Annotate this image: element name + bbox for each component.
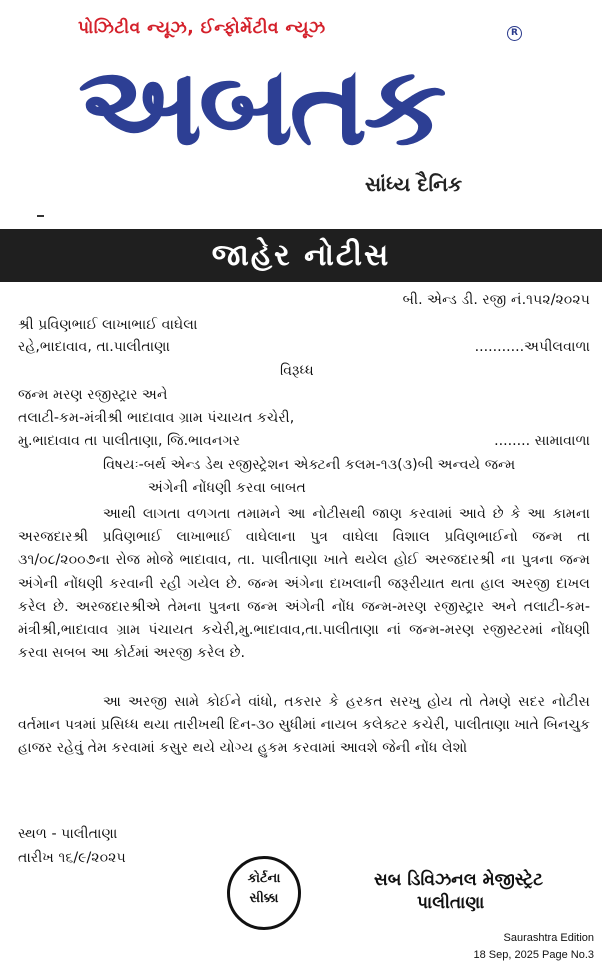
versus-label: વિરૂધ્ધ — [280, 363, 314, 379]
court-seal — [227, 856, 301, 930]
masthead-brand: અબતક — [78, 42, 443, 170]
divider-mark — [37, 215, 44, 217]
footer-date-page: 18 Sep, 2025 Page No.3 — [473, 949, 594, 961]
footer-edition: Saurashtra Edition — [503, 932, 594, 944]
body-paragraph-2: આ અરજી સામે કોઈને વાંધો, તકરાર કે હરકત સરખુ હોય તો તેમણે સદર નોટીસ વર્તમાન પત્રમાં પ્રસિધ્ધ થયા તારીખથી દિન-૩૦ સુધીમાં નાયબ કલેક્ટર કચેરી, પાલીતાણા ખાતે બિનચુક હાજર રહેવું તેમ કરવામાં કસુર થયે યોગ્ય હુકમ કરવામાં આવશે જેની નોંધ લેશો — [18, 694, 590, 757]
subject-line-2: અંગેની નોંધણી કરવા બાબત — [148, 480, 306, 496]
seal-line-1: કોર્ટના — [247, 871, 281, 886]
applicant-address: રહે,ભાદાવાવ, તા.પાલીતાણા — [18, 339, 170, 355]
signatory-place: પાલીતાણા — [417, 893, 485, 913]
registered-trademark-icon: R — [507, 26, 522, 41]
respondent-line-1: જન્મ મરણ રજીસ્ટ્રાર અને — [18, 387, 168, 403]
masthead-tagline: પોઝિટીવ ન્યૂઝ, ઈન્ફોર્મેટીવ ન્યૂઝ — [78, 18, 326, 38]
notice-title: જાહેર નોટીસ — [211, 238, 391, 273]
subject-line-1: વિષયઃ-બર્થ એન્ડ ડેથ રજીસ્ટ્રેશન એક્ટની કલમ-૧૩(૩)બી અન્વયે જન્મ — [103, 457, 516, 473]
seal-line-2: સીક્કા — [249, 891, 279, 906]
respondent-line-2: તલાટી-કમ-મંત્રીશ્રી ભાદાવાવ ગ્રામ પંચાયત કચેરી, — [18, 410, 295, 426]
applicant-role: ...........અપીલવાળા — [474, 339, 590, 355]
applicant-name: શ્રી પ્રવિણભાઈ લાખાભાઈ વાઘેલા — [18, 317, 198, 333]
signatory-title: સબ ડિવિઝનલ મેજીસ્ટ્રેટ — [374, 870, 543, 890]
masthead-subtitle: સાંધ્ય દૈનિક — [365, 172, 463, 196]
date-line: તારીખ ૧૬/૯/૨૦૨૫ — [18, 850, 126, 866]
place-line: સ્થળ - પાલીતાણા — [18, 826, 118, 842]
masthead-logo — [78, 42, 523, 170]
notice-title-bar — [0, 229, 602, 282]
case-number: બી. એન્ડ ડી. રજી નં.૧૫૨/૨૦૨૫ — [402, 292, 590, 308]
respondent-role: ........ સામાવાળા — [494, 433, 590, 449]
respondent-line-3: મુ.ભાદાવાવ તા પાલીતાણા, જિ.ભાવનગર — [18, 433, 241, 449]
body-paragraph-1: આથી લાગતા વળગતા તમામને આ નોટીસથી જાણ કરવામાં આવે છે કે આ કામના અરજદારશ્રી પ્રવિણભાઈ લાખાભાઈ વાઘેલાના પુત્ર વાઘેલા વિશાલ પ્રવિણભાઈનો જન્મ તા ૩૧/૦૮/૨૦૦૭ના રોજ મોજે ભાદાવાવ, તા. પાલીતાણા ખાતે થયેલ હોઈ અરજદારશ્રી ના પુત્રના જન્મ અંગેની નોંધણી કરવાની રહી ગયેલ છે. જન્મ અંગેના દાખલાની જરૂરીયાત થતા હાલ અરજી દાખલ કરેલ છે. અરજદારશ્રીએ તેમના પુત્રના જન્મ અંગેની નોંધ જન્મ-મરણ રજીસ્ટ્રાર અને તલાટી-કમ-મંત્રીશ્રી,ભાદાવાવ ગ્રામ પંચાયત કચેરી,મુ.ભાદાવાવ,તા.પાલીતાણા નાં જન્મ-મરણ રજીસ્ટરમાં નોંધણી કરવા સબબ આ કોર્ટમાં અરજી કરેલ છે. — [18, 506, 590, 662]
